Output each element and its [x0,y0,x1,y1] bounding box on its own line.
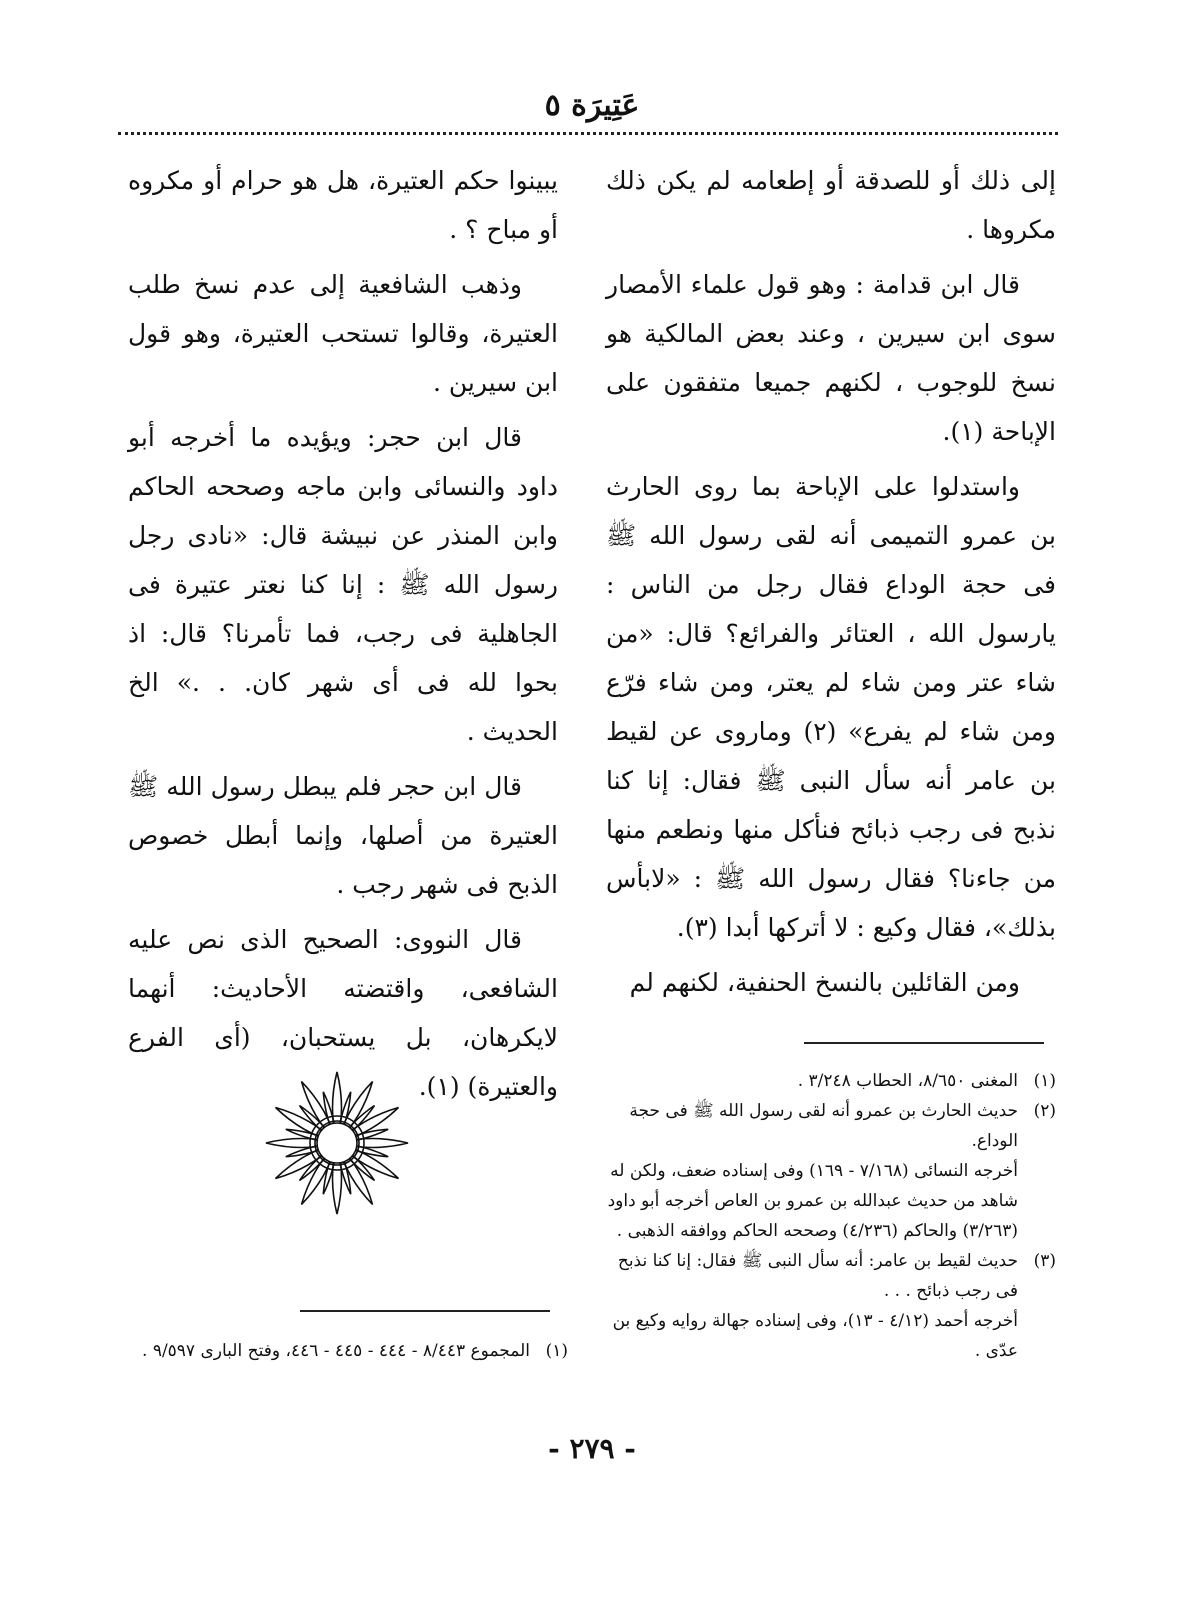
paragraph: يبينوا حكم العتيرة، هل هو حرام أو مكروه أو مباح ؟ . [128,166,558,244]
paragraph: قال ابن قدامة : وهو قول علماء الأمصار سوى ابن سيرين ، وعند بعض المالكية هو نسخ للوجوب ، لكنهم جميعا متفقون على الإباحة (١). [606,270,1056,446]
footnote-number: (١) [1033,1071,1056,1091]
footnotes-right [596,1066,1056,1366]
islamic-star-rosette-icon [262,1068,412,1218]
paragraph: وذهب الشافعية إلى عدم نسخ طلب العتيرة، وقالوا تستحب العتيرة، وهو قول ابن سيرين . [128,270,558,397]
footnote [596,1096,1056,1156]
page-number: - ٢٧٩ - [548,1432,636,1465]
footnote-number: (٣) [1033,1251,1056,1271]
left-text-column [128,156,558,1111]
footnote-text: حديث لقيط بن عامر: أنه سأل النبى ﷺ فقال: إنا كنا نذبح فى رجب ذبائح . . . [617,1251,1018,1301]
footnote-text: المجموع ٨/٤٤٣ - ٤٤٤ - ٤٤٥ - ٤٤٦، وفتح البارى ٩/٥٩٧ . [142,1341,530,1361]
paragraph: قال ابن حجر: ويؤيده ما أخرجه أبو داود والنسائى وابن ماجه وصححه الحاكم وابن المنذر عن نبيشة قال: «نادى رجل رسول الله ﷺ : إنا كنا نعتر عتيرة فى الجاهلية فى رجب، فما تأمرنا؟ قال: اذ بحوا لله فى أى شهر كان. . .» الخ الحديث . [128,423,558,746]
footnote [596,1066,1056,1096]
footnote-continuation: أخرجه النسائى (٧/١٦٨ - ١٦٩) وفى إسناده ضعف، ولكن له شاهد من حديث عبدالله بن عمرو بن العاص أخرجه أبو داود (٣/٢٦٣) والحاكم (٤/٢٣٦) وصححه الحاكم ووافقه الذهبى . [607,1161,1018,1241]
right-text-column [606,156,1056,1007]
footnote-number: (١) [545,1341,568,1361]
footnote-text: المغنى ٨/٦٥٠، الحطاب ٣/٢٤٨ . [797,1071,1018,1091]
footnote-continuation: أخرجه أحمد (٤/١٢ - ١٣)، وفى إسناده جهالة روايه وكيع بن عدّى . [612,1311,1018,1361]
page-header-title: عَتِيرَة ٥ [544,88,640,123]
footnote-separator [804,1042,1044,1044]
header-dotted-rule [118,132,1058,135]
footnote-separator [300,1310,550,1312]
footnote-number: (٢) [1033,1101,1056,1121]
paragraph: واستدلوا على الإباحة بما روى الحارث بن عمرو التميمى أنه لقى رسول الله ﷺ فى حجة الوداع فقال رجل من الناس : يارسول الله ، العتائر والفرائع؟ قال: «من شاء عتر ومن شاء لم يعتر، ومن شاء فرّع ومن شاء لم يفرع» (٢) وماروى عن لقيط بن عامر أنه سأل النبى ﷺ فقال: إنا كنا نذبح فى رجب ذبائح فنأكل منها ونطعم منها من جاءنا؟ فقال رسول الله ﷺ : «لابأس بذلك»، فقال وكيع : لا أتركها أبدا (٣). [606,472,1056,942]
footnote [128,1336,568,1366]
footnote-text: حديث الحارث بن عمرو أنه لقى رسول الله ﷺ فى حجة الوداع. [629,1101,1018,1151]
footnotes-left [128,1336,568,1366]
paragraph: قال ابن حجر فلم يبطل رسول الله ﷺ العتيرة من أصلها، وإنما أبطل خصوص الذبح فى شهر رجب . [128,772,558,899]
paragraph: إلى ذلك أو للصدقة أو إطعامه لم يكن ذلك مكروها . [606,166,1056,244]
paragraph: ومن القائلين بالنسخ الحنفية، لكنهم لم [629,968,1020,997]
footnote [596,1246,1056,1306]
paragraph: قال النووى: الصحيح الذى نص عليه الشافعى، واقتضته الأحاديث: أنهما لايكرهان، بل يستحبان، (أى الفرع والعتيرة) (١). [128,925,558,1101]
